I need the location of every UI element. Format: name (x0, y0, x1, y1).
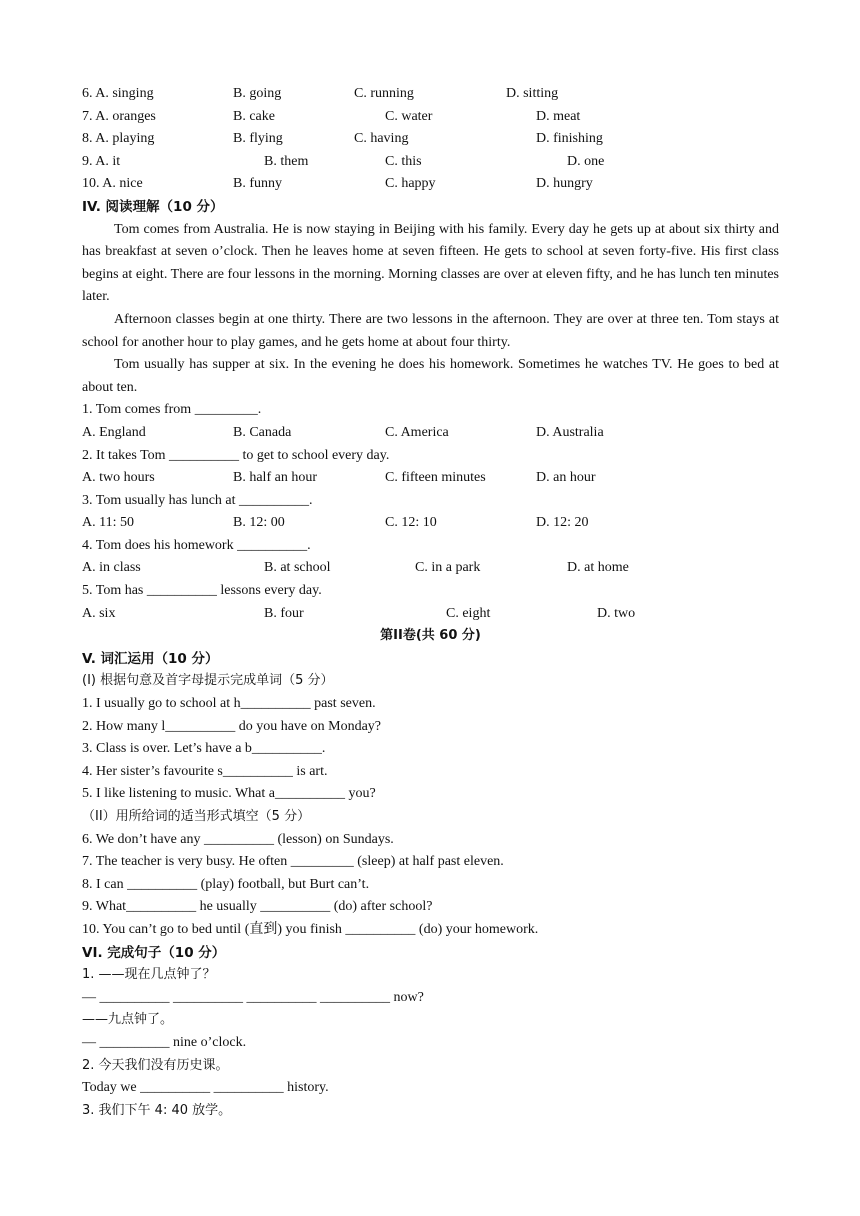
section-title: IV. 阅读理解（10 分） (82, 198, 224, 215)
vocab-item: 3. Class is over. Let’s have a b__________. (82, 741, 326, 757)
reading-paragraph: Afternoon classes begin at one thirty. There are two lessons in the afternoon. They are over at three ten. Tom stays at school for another hour to play games, and he gets home at about four thirty. (82, 311, 779, 350)
option-a: 10. A. nice (82, 176, 143, 192)
subsection-instruction: （II）用所给词的适当形式填空（5 分） (82, 809, 311, 824)
option-row (82, 467, 779, 490)
question-stem: 2. It takes Tom __________ to get to school every day. (82, 447, 390, 463)
part-title: 第II卷(共 60 分) (380, 628, 481, 644)
option-b: B. cake (233, 108, 275, 124)
vocab-item: 9. What__________ he usually __________ (do) after school? (82, 899, 433, 915)
option-d: D. an hour (536, 470, 596, 486)
exam-document (82, 83, 779, 1122)
vocab-item: 8. I can __________ (play) football, but Burt can’t. (82, 876, 370, 892)
cloze-options (82, 83, 779, 196)
option-b: B. funny (233, 176, 282, 192)
option-d: D. finishing (536, 131, 603, 147)
question-stem: 5. Tom has __________ lessons every day. (82, 583, 322, 599)
option-a: 8. A. playing (82, 131, 155, 147)
option-d: D. 12: 20 (536, 515, 589, 531)
option-a: 9. A. it (82, 153, 121, 169)
option-row (82, 422, 779, 445)
vocab-item: 10. You can’t go to bed until (直到) you finish __________ (do) your homework. (82, 921, 539, 937)
option-row (82, 603, 779, 626)
option-row (82, 83, 779, 106)
sentence-prompt: ——九点钟了。 (82, 1012, 174, 1028)
sentence-blank: Today we __________ __________ history. (82, 1080, 329, 1096)
option-c: C. eight (446, 605, 491, 621)
option-a: A. in class (82, 560, 141, 576)
sentence-blank: — __________ nine o’clock. (82, 1034, 247, 1050)
option-b: B. them (264, 153, 309, 169)
option-b: B. half an hour (233, 470, 317, 486)
sentence-prompt: 1. ——现在几点钟了？ (82, 967, 216, 983)
option-c: C. water (385, 108, 433, 124)
option-d: D. meat (536, 108, 581, 124)
option-row (82, 557, 779, 580)
option-a: 7. A. oranges (82, 108, 156, 124)
vocab-item: 4. Her sister’s favourite s__________ is art. (82, 763, 328, 779)
option-c: C. happy (385, 176, 436, 192)
option-row (82, 173, 779, 196)
sentence-blank: — __________ __________ __________ __________ now? (82, 989, 424, 1005)
vocab-item: 5. I like listening to music. What a__________ you? (82, 786, 376, 802)
vocab-item: 7. The teacher is very busy. He often _________ (sleep) at half past eleven. (82, 854, 504, 870)
reading-paragraph: Tom usually has supper at six. In the evening he does his homework. Sometimes he watches TV. He goes to bed at about ten. (82, 357, 779, 395)
option-b: B. going (233, 86, 282, 101)
vocab-item: 6. We don’t have any __________ (lesson) on Sundays. (82, 831, 394, 847)
option-b: B. four (264, 605, 304, 621)
option-d: D. one (567, 153, 605, 169)
option-a: 6. A. singing (82, 86, 154, 101)
section-title: VI. 完成句子（10 分） (82, 944, 226, 961)
option-a: A. 11: 50 (82, 515, 134, 531)
option-b: B. Canada (233, 424, 292, 440)
option-a: A. six (82, 605, 116, 621)
option-c: C. America (385, 424, 449, 440)
option-d: D. hungry (536, 176, 593, 192)
option-d: D. Australia (536, 424, 604, 440)
option-d: D. at home (567, 560, 629, 576)
option-c: C. having (354, 131, 409, 147)
option-c: C. 12: 10 (385, 515, 437, 531)
option-row (82, 151, 779, 174)
option-c: C. fifteen minutes (385, 470, 486, 486)
option-row (82, 106, 779, 129)
option-row (82, 512, 779, 535)
option-b: B. 12: 00 (233, 515, 285, 531)
reading-paragraph: Tom comes from Australia. He is now staying in Beijing with his family. Every day he gets up at about six thirty and has breakfast at seven o’clock. Then he leaves home at seven fifteen. He gets to school at seven forty-five. His first class begins at eight. There are four lessons in the morning. Morning classes are over at eleven fifty, and he has lunch ten minutes later. (82, 221, 779, 305)
option-c: C. in a park (415, 560, 481, 576)
vocab-item: 1. I usually go to school at h__________ past seven. (82, 696, 376, 712)
section-title: V. 词汇运用（10 分） (82, 650, 219, 667)
option-c: C. this (385, 153, 422, 169)
option-b: B. at school (264, 560, 331, 576)
option-d: D. sitting (506, 86, 559, 101)
option-a: A. two hours (82, 470, 155, 486)
question-stem: 4. Tom does his homework __________. (82, 537, 311, 553)
reading-questions (82, 399, 779, 625)
option-d: D. two (597, 605, 636, 621)
sentence-prompt: 3. 我们下午 4: 40 放学。 (82, 1102, 232, 1118)
option-a: A. England (82, 424, 146, 440)
subsection-instruction: (I) 根据句意及首字母提示完成单词（5 分） (82, 673, 334, 689)
sentence-prompt: 2. 今天我们没有历史课。 (82, 1057, 229, 1073)
question-stem: 1. Tom comes from _________. (82, 402, 262, 418)
option-c: C. running (354, 86, 414, 101)
option-b: B. flying (233, 131, 283, 147)
vocab-item: 2. How many l__________ do you have on Monday? (82, 718, 382, 734)
option-row (82, 128, 779, 151)
question-stem: 3. Tom usually has lunch at __________. (82, 492, 313, 508)
